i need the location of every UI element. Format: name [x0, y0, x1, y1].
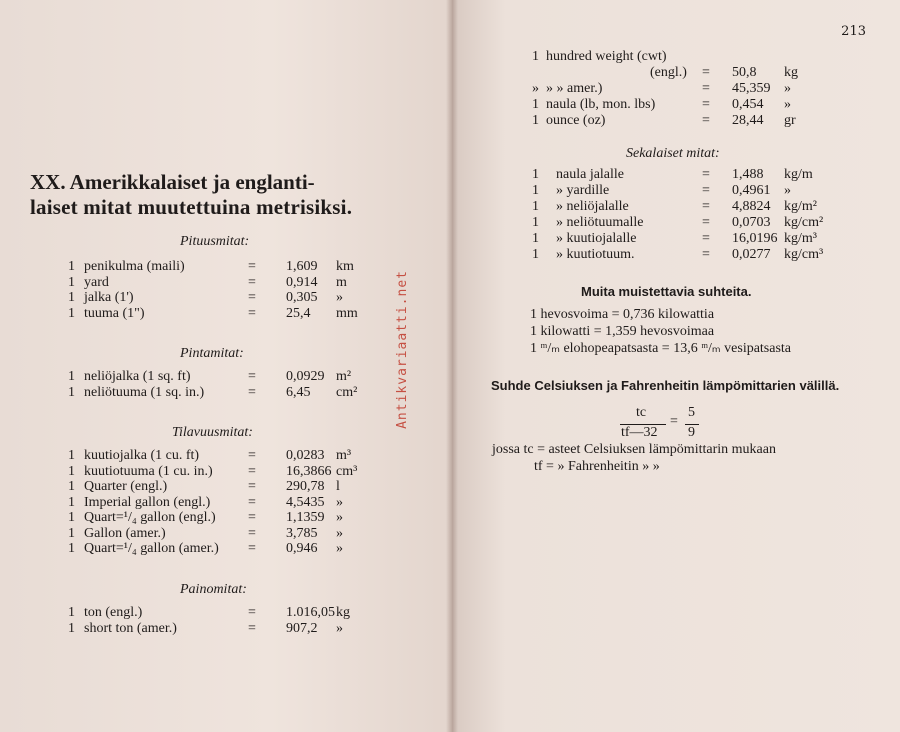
fraction-right-top: 5: [688, 405, 695, 420]
row-unit: »: [784, 183, 791, 198]
row-unit: kg/cm²: [784, 215, 824, 230]
row-value: 0,0283: [286, 448, 325, 463]
row-number: 1: [68, 369, 75, 384]
row-label: tuuma (1"): [84, 305, 145, 321]
row-equals: =: [702, 215, 710, 230]
row-label: penikulma (maili): [84, 259, 185, 274]
row-unit: kg/m³: [784, 231, 817, 246]
table-row: [68, 478, 368, 495]
table-row: [532, 96, 832, 113]
row-number: 1: [68, 605, 75, 620]
row-equals: =: [248, 290, 256, 305]
row-number: 1: [532, 183, 539, 198]
row-number: 1: [68, 259, 75, 274]
row-value: 0,946: [286, 541, 318, 556]
row-number: 1: [68, 620, 75, 636]
section-title: Pituusmitat:: [180, 234, 250, 249]
row-label: » » amer.): [546, 81, 603, 96]
table-row: [68, 509, 368, 526]
row-equals: =: [248, 463, 256, 479]
row-number: 1: [532, 231, 539, 246]
row-unit: »: [336, 620, 343, 636]
row-value: 3,785: [286, 525, 318, 541]
row-equals: =: [702, 81, 710, 96]
row-label: » kuutiojalalle: [556, 231, 637, 246]
row-unit: »: [336, 510, 343, 525]
table-row: [68, 525, 368, 542]
row-equals: =: [248, 510, 256, 525]
row-number: 1: [68, 479, 75, 494]
remember-row-1: 1 hevosvoima = 0,736 kilowattia: [530, 307, 715, 322]
heading-line-1: XX. Amerikkalaiset ja englanti-: [30, 170, 315, 194]
row-equals: =: [248, 384, 256, 400]
celsius-title: Suhde Celsiuksen ja Fahrenheitin lämpömittarien välillä.: [491, 378, 840, 393]
row-equals: =: [248, 448, 256, 463]
heading-line-2: laiset mitat muutettuina metrisiksi.: [30, 195, 353, 219]
row-value: 0,0703: [732, 215, 771, 230]
table-row: [68, 289, 368, 306]
page-number: 213: [841, 24, 866, 39]
row-equals: =: [248, 605, 256, 620]
row-value: 1,488: [732, 167, 764, 182]
row-unit: mm: [336, 305, 358, 321]
row-equals: =: [702, 183, 710, 198]
row-unit: »: [336, 525, 343, 541]
row-equals: =: [702, 247, 710, 262]
table-row: [68, 620, 368, 637]
row-number: 1: [68, 448, 75, 463]
row-number: 1: [68, 541, 75, 556]
row-value: 0,305: [286, 290, 318, 305]
row-number: 1: [532, 247, 539, 262]
fraction-left-top: tc: [636, 405, 647, 420]
table-row: [68, 305, 368, 322]
table-row: [68, 447, 368, 464]
row-value: 1,609: [286, 259, 318, 274]
table-row: [68, 494, 368, 511]
table-row: [68, 274, 368, 291]
row-unit: m: [336, 274, 347, 290]
row-equals: =: [702, 97, 710, 112]
row-unit: »: [336, 541, 343, 556]
row-unit: »: [784, 97, 791, 112]
row-label: naula jalalle: [556, 167, 625, 182]
row-equals: =: [702, 113, 710, 128]
row-number: 1: [532, 199, 539, 214]
row-equals: =: [248, 479, 256, 494]
remember-row-2: 1 kilowatti = 1,359 hevosvoimaa: [530, 324, 715, 339]
row-equals: =: [248, 274, 256, 290]
row-equals: =: [248, 305, 256, 321]
row-number: 1: [68, 494, 75, 510]
row-label: » neliöjalalle: [556, 199, 629, 214]
row-unit: »: [784, 81, 791, 96]
row-value: 0,0277: [732, 247, 771, 262]
row-value: 45,359: [732, 81, 771, 96]
row-value: 16,0196: [732, 231, 778, 246]
row-unit: cm³: [336, 463, 358, 479]
row-value: 1.016,05: [286, 605, 335, 620]
row-label: » kuutiotuum.: [556, 247, 635, 262]
remember-title: Muita muistettavia suhteita.: [581, 284, 752, 299]
row-number: 1: [532, 113, 539, 128]
table-row: [532, 214, 832, 231]
row-value: 6,45: [286, 384, 311, 400]
section-title: Pintamitat:: [180, 346, 244, 361]
jossa-line-1: jossa tc = asteet Celsiuksen lämpömittarin mukaan: [492, 442, 776, 457]
jossa-line-2: tf = » Fahrenheitin » »: [534, 459, 660, 474]
row-equals: =: [248, 259, 256, 274]
row-label: ounce (oz): [546, 113, 606, 128]
row-value: 0,4961: [732, 183, 771, 198]
row-unit: l: [336, 479, 340, 494]
row-unit: m²: [336, 369, 352, 384]
row-number: »: [532, 81, 539, 96]
row-number: 1: [68, 274, 75, 290]
table-row: [532, 80, 832, 97]
table-row: [532, 112, 832, 129]
row-equals: =: [702, 65, 710, 80]
row-label: yard: [84, 274, 109, 290]
row-label: neliöjalka (1 sq. ft): [84, 369, 191, 384]
row-label: Quart=¹/₄ gallon (engl.): [84, 510, 216, 525]
row-value: 907,2: [286, 620, 318, 636]
row-equals: =: [248, 541, 256, 556]
row-number: 1: [68, 525, 75, 541]
table-row: [68, 258, 368, 275]
table-row: [68, 540, 368, 557]
row-equals: =: [248, 494, 256, 510]
row-label: Gallon (amer.): [84, 525, 166, 541]
row-equals: =: [248, 620, 256, 636]
row-unit: cm²: [336, 384, 358, 400]
row-unit: gr: [784, 113, 796, 128]
row-number: 1: [68, 463, 75, 479]
row-value: 1,1359: [286, 510, 325, 525]
row-unit: km: [336, 259, 354, 274]
row-unit: m³: [336, 448, 352, 463]
row-label: neliötuuma (1 sq. in.): [84, 384, 205, 400]
table-row: [532, 48, 832, 65]
row-number: 1: [68, 305, 75, 321]
row-value: 16,3866: [286, 463, 332, 479]
row-label: » yardille: [556, 183, 610, 198]
table-row: [68, 368, 368, 385]
fraction-equals: =: [670, 414, 678, 429]
row-number: 1: [68, 290, 75, 305]
row-equals: =: [248, 525, 256, 541]
row-label: ton (engl.): [84, 605, 143, 620]
row-value: 4,8824: [732, 199, 771, 214]
row-value: 25,4: [286, 305, 311, 321]
row-value: 0,0929: [286, 369, 325, 384]
row-unit: kg/cm³: [784, 247, 824, 262]
section-title: Tilavuusmitat:: [172, 425, 253, 440]
row-label: jalka (1'): [84, 290, 134, 305]
row-value: 50,8: [732, 65, 757, 80]
table-row: [532, 166, 832, 183]
row-label: short ton (amer.): [84, 620, 177, 636]
row-value: 28,44: [732, 113, 764, 128]
row-number: 1: [532, 167, 539, 182]
row-unit: kg/m²: [784, 199, 817, 214]
table-row: [532, 182, 832, 199]
row-unit: »: [336, 290, 343, 305]
misc-title: Sekalaiset mitat:: [626, 146, 720, 161]
row-equals: =: [702, 167, 710, 182]
fraction-right-bottom: 9: [688, 425, 695, 440]
row-value: 0,914: [286, 274, 318, 290]
row-number: 1: [532, 49, 539, 64]
row-label: kuutiotuuma (1 cu. in.): [84, 463, 213, 479]
watermark-text: Antikvariaatti.net: [395, 270, 410, 429]
table-row: [532, 246, 832, 263]
table-row: [68, 384, 368, 401]
book-spine: [446, 0, 458, 732]
table-row: [68, 604, 368, 621]
row-unit: kg: [784, 65, 798, 80]
row-label: hundred weight (cwt): [546, 49, 667, 64]
remember-row-3: 1 ᵐ/ₘ elohopeapatsasta = 13,6 ᵐ/ₘ vesipatsasta: [530, 341, 792, 356]
row-number: 1: [532, 97, 539, 112]
row-value: 4,5435: [286, 494, 325, 510]
row-value: 0,454: [732, 97, 764, 112]
row-equals: =: [702, 199, 710, 214]
table-row: [532, 198, 832, 215]
row-label: Quarter (engl.): [84, 479, 168, 494]
row-value: 290,78: [286, 479, 325, 494]
table-row: [532, 230, 832, 247]
row-number: 1: [68, 510, 75, 525]
row-label: Quart=¹/₄ gallon (amer.): [84, 541, 219, 556]
row-equals: =: [702, 231, 710, 246]
chapter-heading: [30, 170, 415, 220]
table-row: [532, 64, 832, 81]
section-title: Painomitat:: [180, 582, 247, 597]
row-equals: =: [248, 369, 256, 384]
row-label: Imperial gallon (engl.): [84, 494, 211, 510]
row-unit: »: [336, 494, 343, 510]
row-label: » neliötuumalle: [556, 215, 644, 230]
table-row: [68, 463, 368, 480]
row-number: 1: [532, 215, 539, 230]
fraction-left-bottom: tf—32: [621, 425, 658, 440]
row-label: kuutiojalka (1 cu. ft): [84, 448, 200, 463]
row-label: naula (lb, mon. lbs): [546, 97, 656, 112]
row-label: (engl.): [650, 65, 687, 80]
row-unit: kg: [336, 605, 350, 620]
row-number: 1: [68, 384, 75, 400]
row-unit: kg/m: [784, 167, 813, 182]
